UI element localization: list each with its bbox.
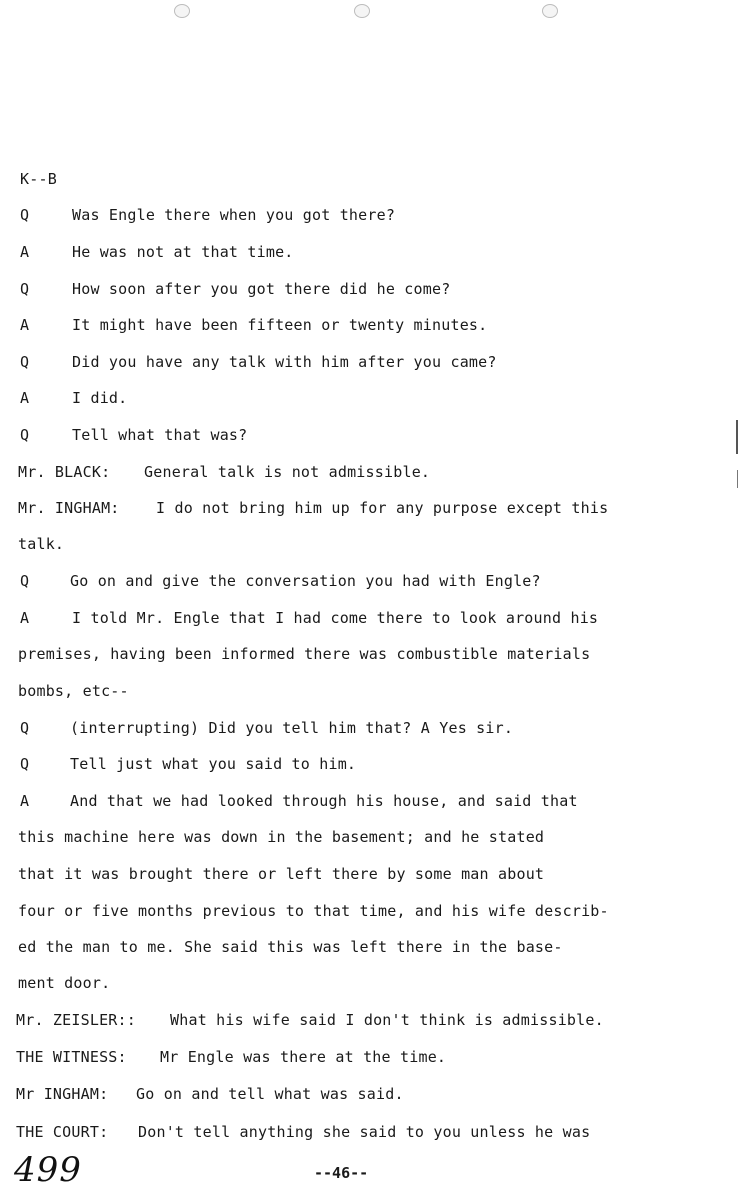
line-text: (interrupting) Did you tell him that? A Yes sir. <box>70 719 514 737</box>
page-number: --46-- <box>314 1164 369 1182</box>
line-text: bombs, etc-- <box>18 682 129 700</box>
line-text: ed the man to me. She said this was left there in the base- <box>18 938 563 956</box>
line-text: Tell just what you said to him. <box>70 755 357 773</box>
line-text: Don't tell anything she said to you unless he was <box>138 1123 591 1141</box>
line-text: I do not bring him up for any purpose except this <box>156 499 609 517</box>
handwritten-number: 499 <box>14 1150 82 1190</box>
speaker-label: Mr INGHAM: <box>16 1085 109 1103</box>
line-text: What his wife said I don't think is admissible. <box>170 1011 604 1029</box>
line-text: this machine here was down in the basement; and he stated <box>18 828 545 846</box>
line-text: It might have been fifteen or twenty minutes. <box>72 316 488 334</box>
speaker-label: Mr. ZEISLER:: <box>16 1011 136 1029</box>
punch-hole <box>354 4 370 18</box>
line-text: four or five months previous to that time, and his wife describ- <box>18 902 609 920</box>
speaker-label: A <box>20 792 30 810</box>
speaker-label: A <box>20 609 30 627</box>
line-text: He was not at that time. <box>72 243 294 261</box>
punch-hole <box>174 4 190 18</box>
speaker-label: THE WITNESS: <box>16 1048 127 1066</box>
speaker-label: Q <box>20 353 30 371</box>
line-text: And that we had looked through his house, and said that <box>70 792 578 810</box>
speaker-label: Q <box>20 426 30 444</box>
line-text: Did you have any talk with him after you came? <box>72 353 497 371</box>
line-text: How soon after you got there did he come? <box>72 280 451 298</box>
punch-hole <box>542 4 558 18</box>
speaker-label: A <box>20 389 30 407</box>
line-text: that it was brought there or left there by some man about <box>18 865 545 883</box>
margin-mark <box>736 420 738 454</box>
speaker-label: Q <box>20 280 30 298</box>
line-text: Mr Engle was there at the time. <box>160 1048 447 1066</box>
line-text: Go on and give the conversation you had with Engle? <box>70 572 541 590</box>
line-text: premises, having been informed there was combustible materials <box>18 645 591 663</box>
speaker-label: Q <box>20 719 30 737</box>
line-text: I told Mr. Engle that I had come there to look around his <box>72 609 599 627</box>
line-text: ment door. <box>18 974 111 992</box>
line-text: Go on and tell what was said. <box>136 1085 404 1103</box>
speaker-label: A <box>20 243 30 261</box>
line-text: I did. <box>72 389 128 407</box>
speaker-label: Mr. BLACK: <box>18 463 111 481</box>
speaker-label: Mr. INGHAM: <box>18 499 120 517</box>
speaker-label: Q <box>20 206 30 224</box>
speaker-label: A <box>20 316 30 334</box>
margin-mark <box>737 470 738 488</box>
line-text: General talk is not admissible. <box>144 463 431 481</box>
line-text: Was Engle there when you got there? <box>72 206 396 224</box>
document-code: K--B <box>20 170 57 188</box>
line-text: Tell what that was? <box>72 426 248 444</box>
speaker-label: Q <box>20 755 30 773</box>
speaker-label: Q <box>20 572 30 590</box>
line-text: talk. <box>18 535 65 553</box>
speaker-label: THE COURT: <box>16 1123 109 1141</box>
